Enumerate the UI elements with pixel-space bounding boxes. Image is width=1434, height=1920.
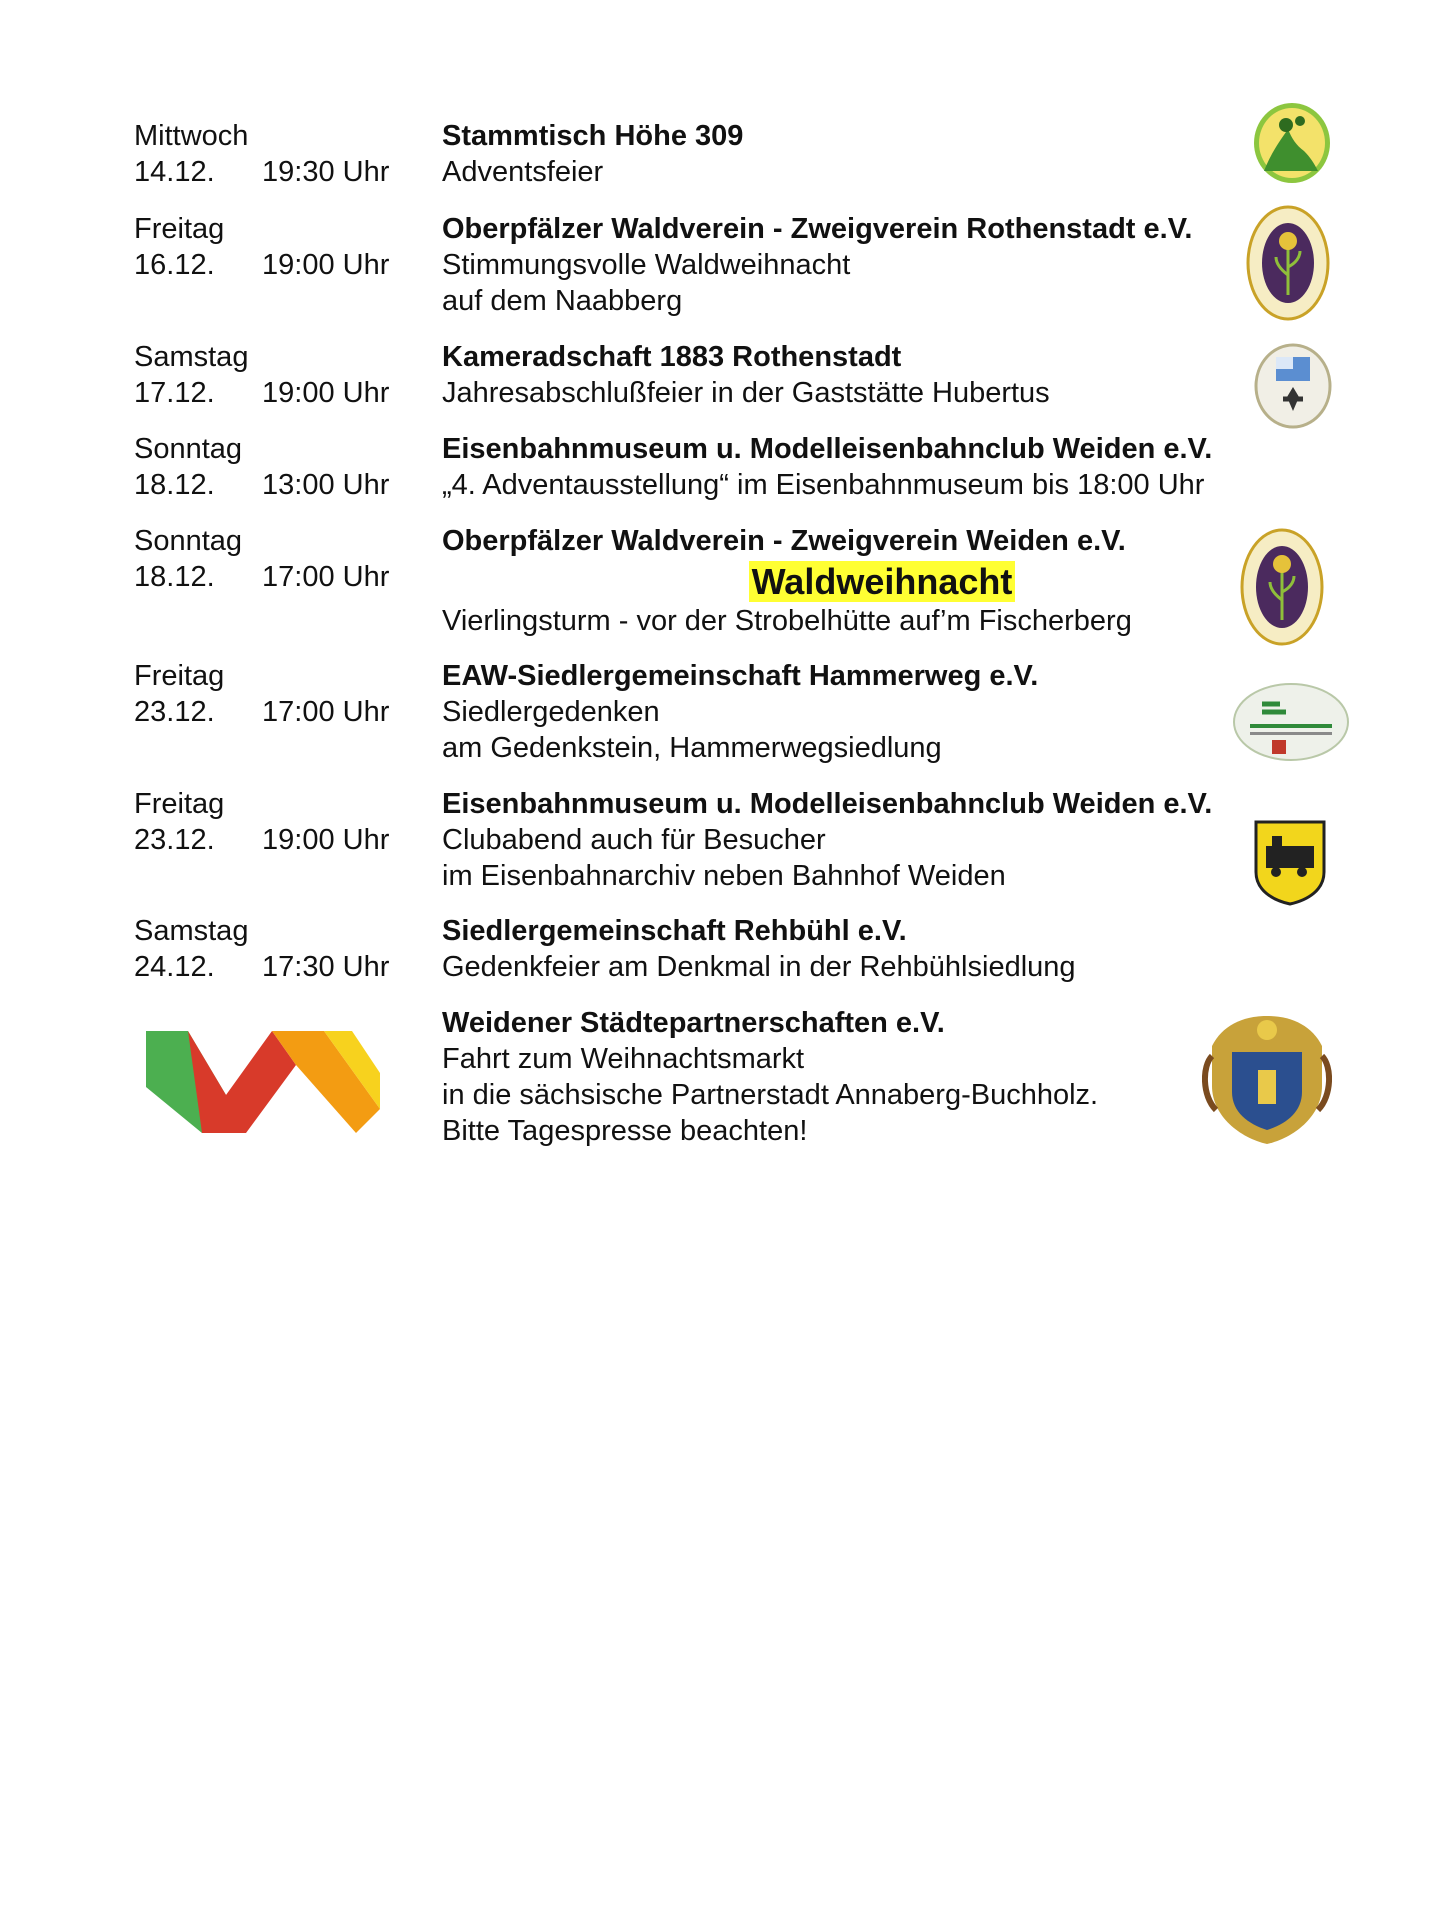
event-description: Vierlingsturm - vor der Strobelhütte auf’m Fischerberg <box>442 605 1132 637</box>
event-title: Eisenbahnmuseum u. Modelleisenbahnclub Weiden e.V. <box>442 788 1213 820</box>
event-description: Bitte Tagespresse beachten! <box>442 1115 808 1147</box>
event-weekday: Samstag <box>134 341 249 373</box>
event-title: Oberpfälzer Waldverein - Zweigverein Weiden e.V. <box>442 525 1126 557</box>
event-description: Gedenkfeier am Denkmal in der Rehbühlsiedlung <box>442 951 1076 983</box>
event-time: 19:00 Uhr <box>262 249 390 281</box>
eisenbahnmuseum-logo <box>1252 818 1328 906</box>
event-description: auf dem Naabberg <box>442 285 683 317</box>
event-highlight <box>442 561 1322 603</box>
hoehe-309-logo <box>1252 101 1332 189</box>
event-weekday: Mittwoch <box>134 120 249 152</box>
event-date: 14.12. <box>134 156 215 188</box>
oberpfaelzer-waldverein-logo <box>1246 205 1330 321</box>
event-description: Stimmungsvolle Waldweihnacht <box>442 249 851 281</box>
event-date: 18.12. <box>134 469 215 501</box>
event-title: Eisenbahnmuseum u. Modelleisenbahnclub Weiden e.V. <box>442 433 1213 465</box>
event-date: 16.12. <box>134 249 215 281</box>
event-description: in die sächsische Partnerstadt Annaberg-Buchholz. <box>442 1079 1099 1111</box>
event-date: 23.12. <box>134 696 215 728</box>
event-weekday: Freitag <box>134 213 225 245</box>
event-date: 17.12. <box>134 377 215 409</box>
event-description: Siedlergedenken <box>442 696 660 728</box>
event-time: 17:00 Uhr <box>262 696 390 728</box>
event-time: 13:00 Uhr <box>262 469 390 501</box>
event-weekday: Sonntag <box>134 525 243 557</box>
event-date: 18.12. <box>134 561 215 593</box>
kameradschaft-rothenstadt-logo <box>1254 343 1332 429</box>
event-weekday: Freitag <box>134 788 225 820</box>
annaberg-buchholz-coat-of-arms <box>1202 1006 1332 1148</box>
event-date: 23.12. <box>134 824 215 856</box>
highlight-text: Waldweihnacht <box>749 561 1016 602</box>
weiden-city-logo <box>146 1025 380 1133</box>
event-title: Kameradschaft 1883 Rothenstadt <box>442 341 902 373</box>
event-time: 19:00 Uhr <box>262 377 390 409</box>
event-description: Fahrt zum Weihnachtsmarkt <box>442 1043 805 1075</box>
event-title: Weidener Städtepartnerschaften e.V. <box>442 1007 945 1039</box>
event-description: am Gedenkstein, Hammerwegsiedlung <box>442 732 942 764</box>
event-title: Stammtisch Höhe 309 <box>442 120 744 152</box>
event-weekday: Samstag <box>134 915 249 947</box>
event-time: 19:00 Uhr <box>262 824 390 856</box>
event-description: Clubabend auch für Besucher <box>442 824 826 856</box>
event-time: 17:00 Uhr <box>262 561 390 593</box>
event-time: 19:30 Uhr <box>262 156 390 188</box>
event-title: Siedlergemeinschaft Rehbühl e.V. <box>442 915 907 947</box>
event-description: „4. Adventausstellung“ im Eisenbahnmuseum bis 18:00 Uhr <box>442 469 1205 501</box>
event-description: Jahresabschlußfeier in der Gaststätte Hubertus <box>442 377 1050 409</box>
event-time: 17:30 Uhr <box>262 951 390 983</box>
event-description: Adventsfeier <box>442 156 604 188</box>
eaw-siedlergemeinschaft-logo <box>1232 682 1350 762</box>
event-title: Oberpfälzer Waldverein - Zweigverein Rothenstadt e.V. <box>442 213 1193 245</box>
event-date: 24.12. <box>134 951 215 983</box>
event-weekday: Freitag <box>134 660 225 692</box>
event-description: im Eisenbahnarchiv neben Bahnhof Weiden <box>442 860 1006 892</box>
event-title: EAW-Siedlergemeinschaft Hammerweg e.V. <box>442 660 1039 692</box>
oberpfaelzer-waldverein-logo <box>1240 528 1324 646</box>
event-weekday: Sonntag <box>134 433 243 465</box>
